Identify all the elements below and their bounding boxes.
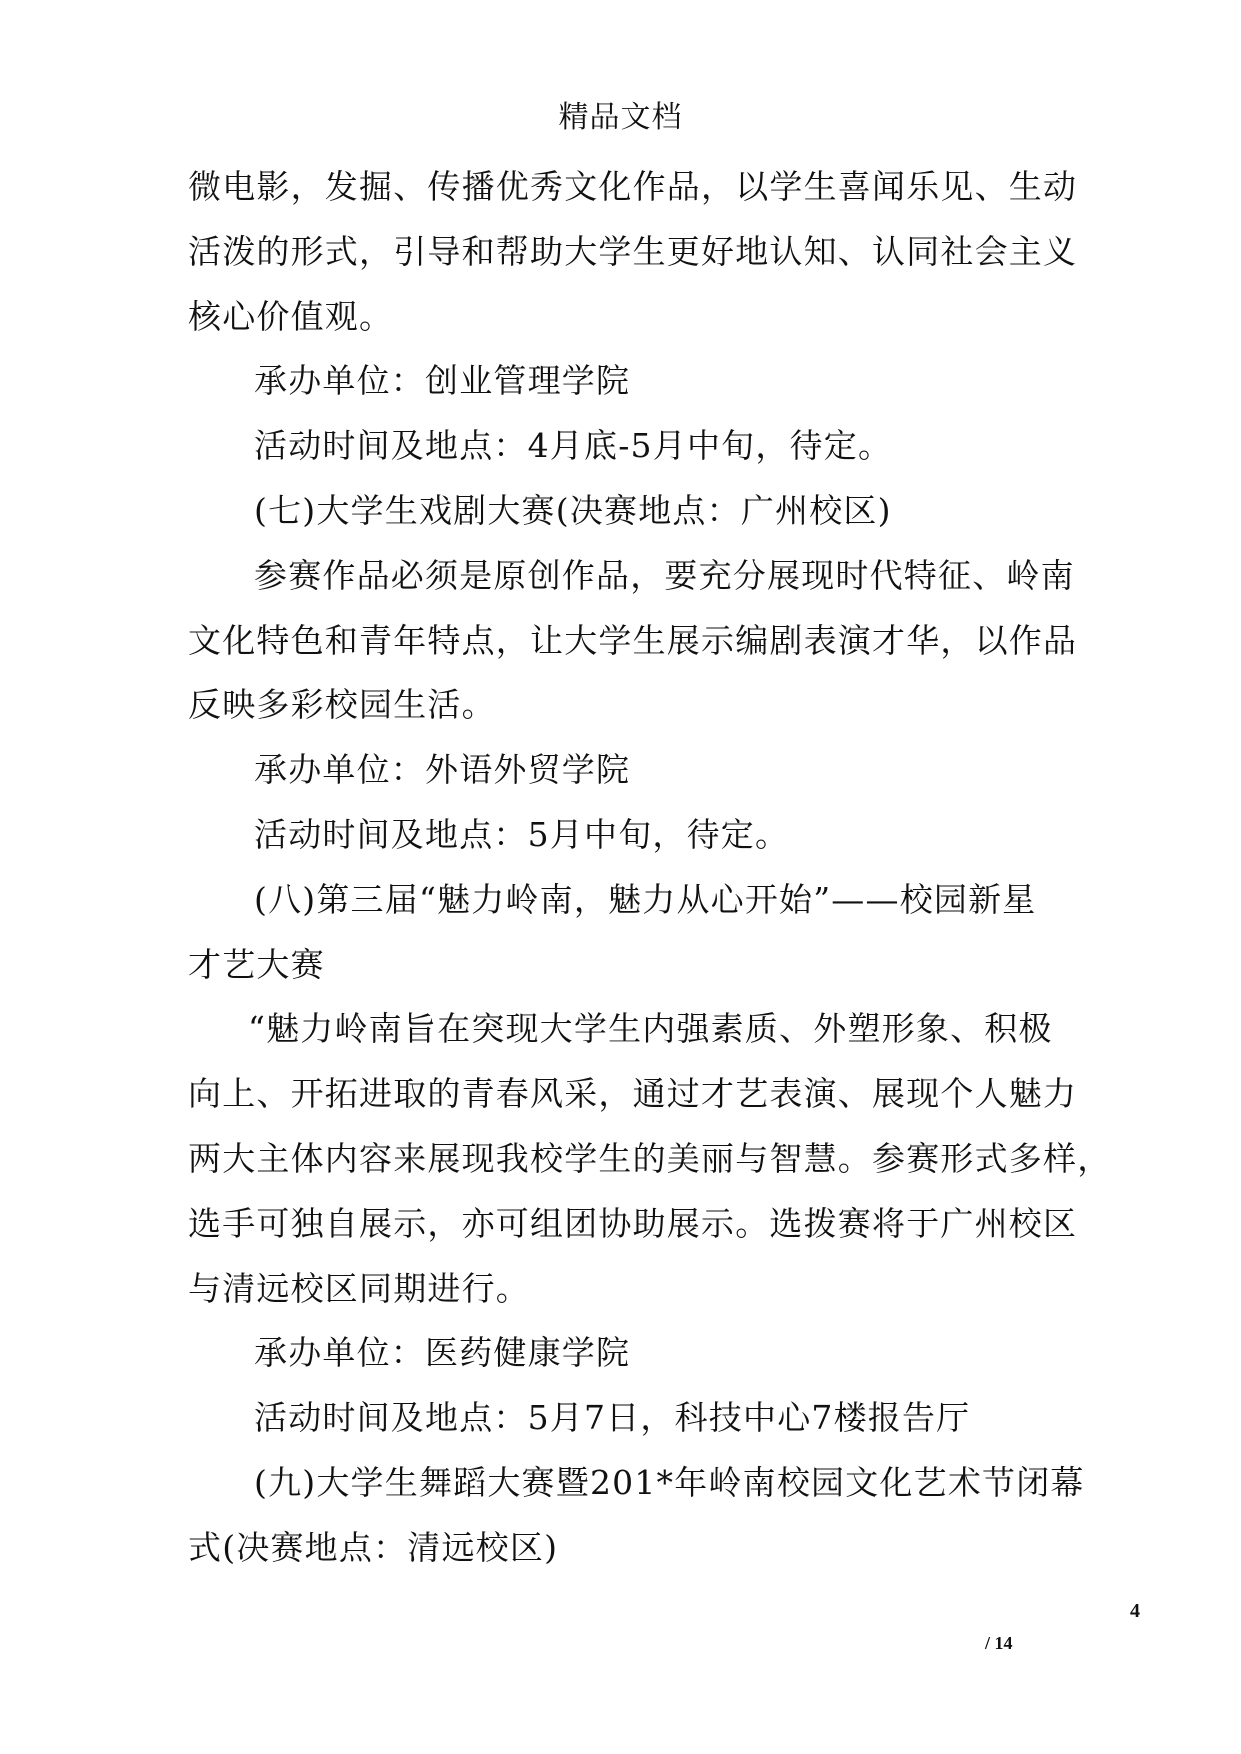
section-heading-continued: 才艺大赛: [188, 944, 325, 984]
document-body: [188, 155, 1112, 1581]
schedule-line: 活动时间及地点：5月中旬，待定。: [254, 814, 790, 854]
page-header-title: 精品文档: [558, 100, 683, 135]
body-line: “魅力岭南旨在突现大学生内强素质、外塑形象、积极: [248, 1009, 1053, 1049]
body-line: 活泼的形式，引导和帮助大学生更好地认知、认同社会主义: [188, 231, 1078, 271]
organizer-line: 承办单位：外语外贸学院: [254, 750, 631, 790]
page-number: 4: [1130, 1600, 1140, 1622]
body-line: 文化特色和青年特点，让大学生展示编剧表演才华，以作品: [188, 620, 1078, 660]
body-line: 参赛作品必须是原创作品，要充分展现时代特征、岭南: [254, 555, 1075, 595]
section-heading: (七)大学生戏剧大赛(决赛地点：广州校区): [254, 490, 892, 530]
section-heading: (九)大学生舞蹈大赛暨201*年岭南校园文化艺术节闭幕: [254, 1462, 1085, 1502]
body-line: 反映多彩校园生活。: [188, 685, 496, 725]
organizer-line: 承办单位：医药健康学院: [254, 1333, 631, 1373]
body-line: 向上、开拓进取的青春风采，通过才艺表演、展现个人魅力: [188, 1074, 1078, 1114]
section-heading: (八)第三届“魅力岭南，魅力从心开始”——校园新星: [254, 879, 1037, 919]
body-line: 选手可独自展示，亦可组团协助展示。选拨赛将于广州校区: [188, 1203, 1078, 1243]
body-line: 核心价值观。: [188, 296, 394, 336]
organizer-line: 承办单位：创业管理学院: [254, 361, 631, 401]
schedule-line: 活动时间及地点：4月底-5月中旬，待定。: [254, 426, 893, 466]
body-line: 微电影，发掘、传播优秀文化作品，以学生喜闻乐见、生动: [188, 167, 1078, 206]
schedule-line: 活动时间及地点：5月7日，科技中心7楼报告厅: [254, 1398, 971, 1438]
section-heading-continued: 式(决赛地点：清远校区): [188, 1527, 559, 1567]
body-line: 两大主体内容来展现我校学生的美丽与智慧。参赛形式多样，: [188, 1138, 1112, 1178]
page-total: / 14: [985, 1633, 1013, 1653]
body-line: 与清远校区同期进行。: [188, 1268, 530, 1308]
